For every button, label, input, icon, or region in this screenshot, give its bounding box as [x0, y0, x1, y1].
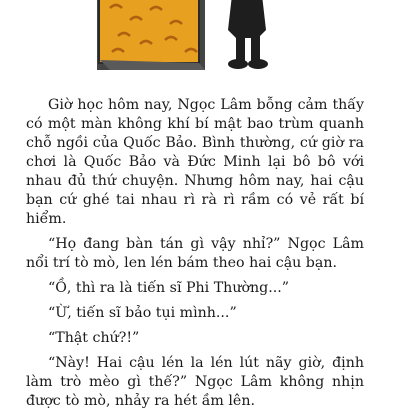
- paragraph-6: “Này! Hai cậu lén la lén lút nãy giờ, định làm trò mèo gì thế?” Ngọc Lâm không nhịn được tò mò, nhảy ra hét ầm lên.: [26, 355, 364, 409]
- illustration: [0, 0, 400, 78]
- paragraph-1: Giờ học hôm nay, Ngọc Lâm bỗng cảm thấy có một màn không khí bí mật bao trùm quanh chỗ ngồi của Quốc Bảo. Bình thường, cứ giờ ra chơi là Quốc Bảo và Đức Minh lại bô bô với nhau đủ thứ chuyện. Nhưng hôm nay, hai cậu bạn cứ ghé tai nhau rì rà rì rầm có vẻ rất bí hiểm.: [26, 97, 364, 227]
- dialogue-line: “Ồ, thì ra là tiến sĩ Phi Thường...”: [48, 280, 290, 296]
- dialogue-line: “Ừ, tiến sĩ bảo tụi mình...”: [48, 305, 237, 321]
- cartoon-figure-icon: [228, 0, 268, 69]
- dialogue-line: “Thật chứ?!”: [48, 330, 140, 346]
- paragraph-2: “Họ đang bàn tán gì vậy nhỉ?” Ngọc Lâm nổi trí tò mò, len lén bám theo hai cậu bạn.: [26, 236, 364, 271]
- story-text: [26, 96, 364, 417]
- book-icon: [97, 0, 205, 70]
